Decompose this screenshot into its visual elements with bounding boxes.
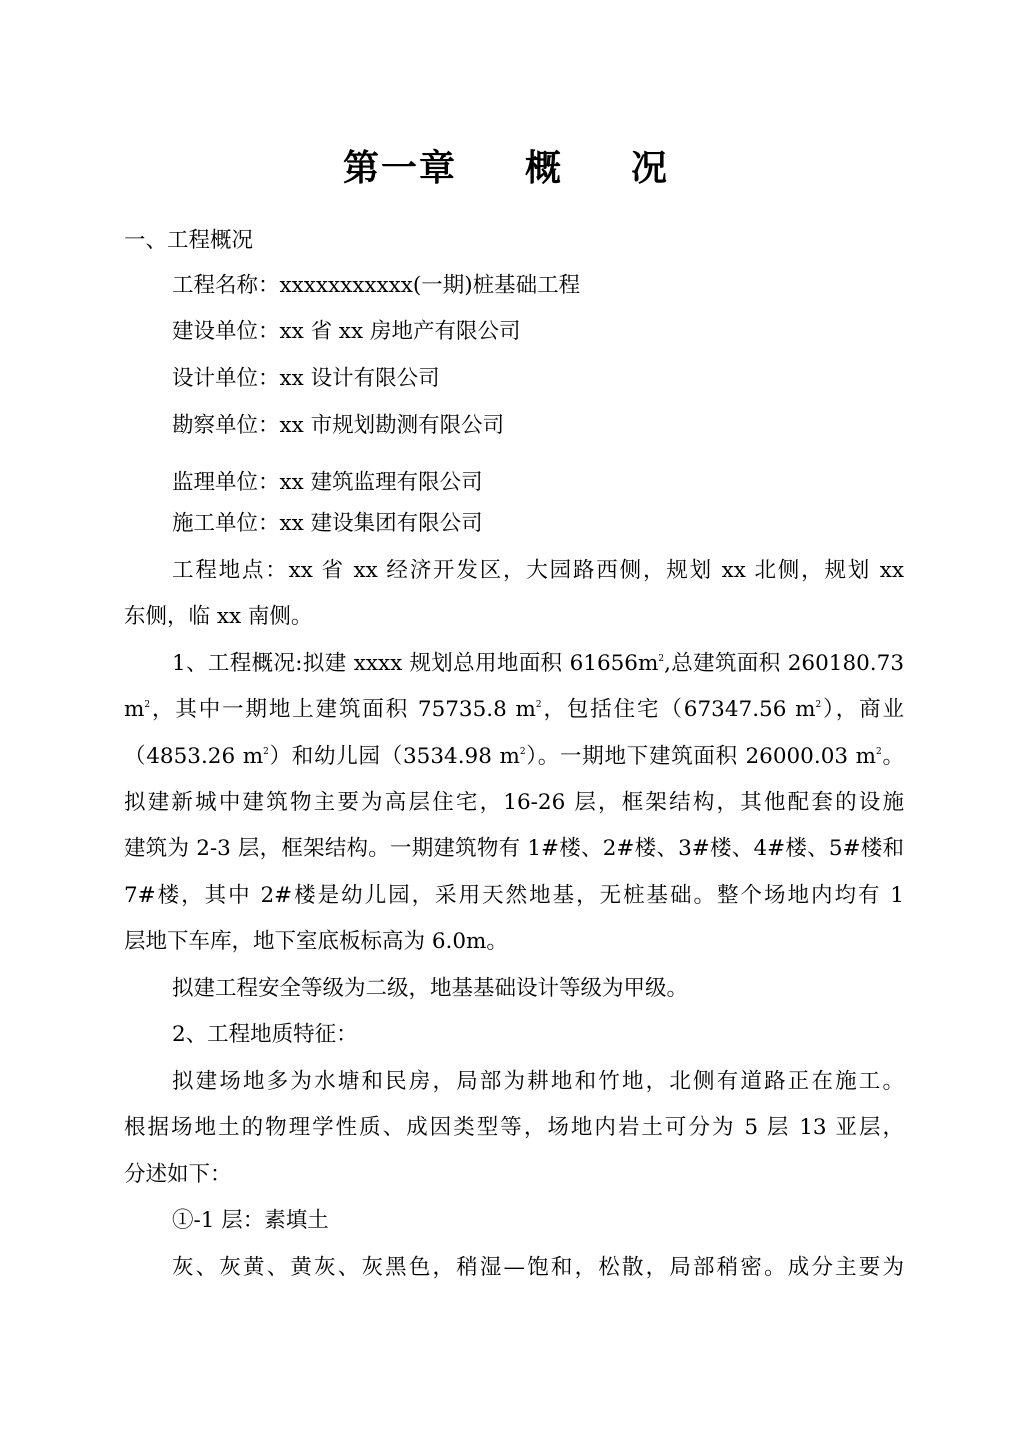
overview-line-2-d: ），商业 [821, 697, 904, 722]
overview-line-3 [124, 742, 904, 772]
overview-line-2-b: ，其中一期地上建筑面积 75735.8 m [150, 697, 536, 722]
chapter-title-part2: 概 [524, 147, 563, 189]
chapter-title-part1: 第一章 [342, 147, 457, 189]
location-line-2: 东侧，临 xx 南侧。 [124, 604, 313, 629]
overview-line-2-c: ，包括住宅（67347.56 m [541, 697, 816, 722]
overview-line-3-a: （4853.26 m [124, 744, 264, 769]
location-line-1: 工程地点：xx 省 xx 经济开发区，大园路西侧，规划 xx 北侧，规划 xx [172, 558, 904, 583]
geology-line-1: 拟建场地多为水塘和民房，局部为耕地和竹地，北侧有道路正在施工。 [172, 1069, 904, 1094]
survey-unit: 勘察单位：xx 市规划勘测有限公司 [172, 413, 505, 438]
overview-line-3-b: ）和幼儿园（3534.98 m [268, 744, 520, 769]
superscript-2: 2 [144, 700, 151, 710]
geology-line-3: 分述如下： [124, 1162, 232, 1187]
design-unit: 设计单位：xx 设计有限公司 [172, 366, 440, 391]
overview-line-1 [172, 649, 904, 679]
overview-line-4: 拟建新城中建筑物主要为高层住宅，16-26 层，框架结构，其他配套的设施 [124, 790, 904, 815]
geology-line-2: 根据场地土的物理学性质、成因类型等，场地内岩土可分为 5 层 13 亚层， [124, 1115, 904, 1140]
superscript-2: 2 [815, 700, 822, 710]
supervision-unit: 监理单位：xx 建筑监理有限公司 [172, 470, 483, 495]
section-heading: 一、工程概况 [124, 228, 254, 253]
construction-unit: 施工单位：xx 建设集团有限公司 [172, 511, 483, 536]
superscript-2: 2 [519, 747, 526, 757]
superscript-2: 2 [263, 747, 269, 757]
overview-line-2 [124, 695, 904, 725]
overview-line-7: 层地下车库，地下室底板标高为 6.0m。 [124, 929, 508, 954]
overview-line-3-c: ）。一期地下建筑面积 26000.03 m [525, 744, 877, 769]
project-name: 工程名称：xxxxxxxxxxx(一期)桩基础工程 [172, 273, 581, 298]
superscript-2: 2 [535, 700, 542, 710]
chapter-title-part3: 况 [631, 147, 670, 189]
overview-line-1-a: 1、工程概况:拟建 xxxx 规划总用地面积 61656m [172, 651, 659, 676]
chapter-title [0, 140, 1012, 191]
overview-line-6: 7#楼，其中 2#楼是幼儿园，采用天然地基，无桩基础。整个场地内均有 1 [124, 883, 904, 908]
overview-line-1-b: ,总建筑面积 260180.73 [664, 651, 904, 676]
client-unit: 建设单位：xx 省 xx 房地产有限公司 [172, 319, 521, 344]
layer-1-heading: ①-1 层：素填土 [172, 1208, 329, 1233]
geology-heading: 2、工程地质特征： [172, 1022, 358, 1047]
superscript-2: 2 [658, 654, 665, 664]
overview-line-3-d: 。 [881, 744, 904, 769]
layer-1-description: 灰、灰黄、黄灰、灰黑色，稍湿—饱和，松散，局部稍密。成分主要为 [172, 1255, 904, 1280]
superscript-2: 2 [876, 747, 882, 757]
overview-line-2-a: m [124, 697, 145, 722]
overview-line-5: 建筑为 2-3 层，框架结构。一期建筑物有 1#楼、2#楼、3#楼、4#楼、5#楼和 [124, 836, 904, 861]
safety-grade: 拟建工程安全等级为二级，地基基础设计等级为甲级。 [172, 976, 689, 1001]
